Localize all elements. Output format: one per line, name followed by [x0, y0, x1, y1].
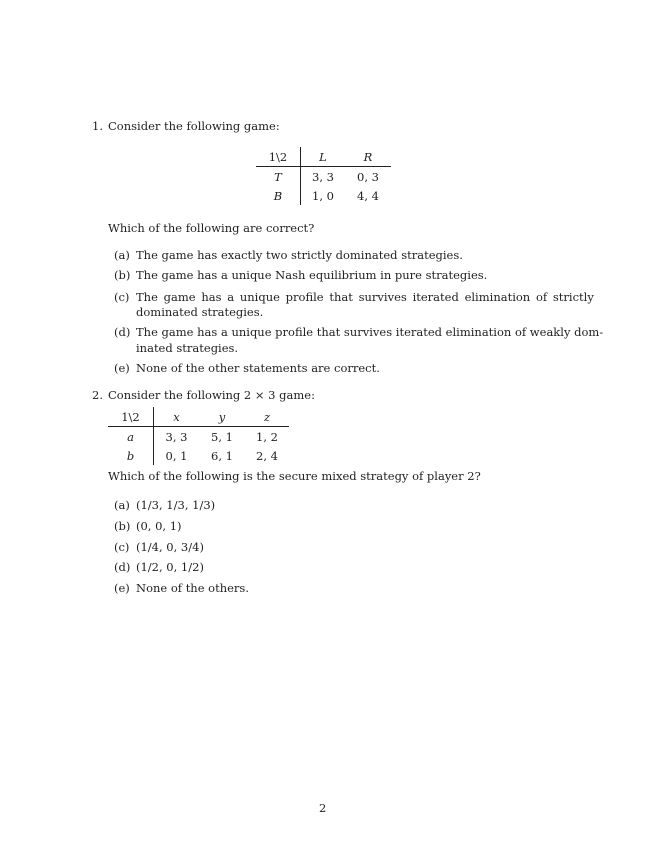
q1-row-label-T: T — [256, 167, 301, 187]
q1-cell-B-L: 1, 0 — [312, 188, 334, 203]
q2-question: Which of the following is the secure mixed strategy of player 2? — [108, 469, 481, 483]
q1-option-e-text: None of the other statements are correct. — [136, 361, 380, 375]
q1-option-c-letter: (c) — [114, 290, 130, 304]
q2-row-label-a: a — [108, 427, 154, 447]
q2-row-label-b: b — [108, 446, 154, 465]
table-row — [256, 186, 391, 205]
q1-col-header-L: L — [301, 147, 346, 167]
q1-option-a-text: The game has exactly two strictly dominated strategies. — [136, 248, 463, 262]
q2-option-c-letter: (c) — [114, 540, 130, 554]
q1-payoff-table — [256, 147, 391, 205]
table-row — [108, 446, 289, 465]
q1-row-label-B: B — [256, 186, 301, 205]
q1-option-b-letter: (b) — [114, 268, 131, 282]
q1-option-b-text: The game has a unique Nash equilibrium in pure strategies. — [136, 268, 488, 282]
q1-question: Which of the following are correct? — [108, 221, 315, 235]
q2-cell-b-z: 2, 4 — [256, 448, 278, 463]
table-row — [108, 427, 289, 447]
q2-table-header-row — [108, 407, 289, 427]
q1-number: 1. — [92, 119, 103, 133]
q1-table-header-row — [256, 147, 391, 167]
q1-option-c-text-line2: dominated strategies. — [136, 305, 264, 319]
q1-cell-T-L: 3, 3 — [312, 169, 334, 184]
q1-col-header-R: R — [345, 147, 391, 167]
q1-option-d-letter: (d) — [114, 325, 131, 339]
q1-option-d-text-line2: inated strategies. — [136, 341, 239, 355]
q2-option-d-text: (1/2, 0, 1/2) — [136, 560, 204, 574]
q2-option-e-text: None of the others. — [136, 581, 249, 595]
q2-option-b-letter: (b) — [114, 519, 131, 533]
q2-prompt: Consider the following 2 × 3 game: — [108, 388, 315, 402]
q2-cell-b-y: 6, 1 — [211, 448, 233, 463]
q2-cell-a-z: 1, 2 — [256, 429, 278, 444]
q2-option-a-letter: (a) — [114, 498, 130, 512]
q2-cell-b-x: 0, 1 — [165, 448, 188, 463]
q2-payoff-table — [108, 407, 289, 465]
q1-cell-B-R: 4, 4 — [357, 188, 379, 203]
q1-table-corner: 1\2 — [256, 147, 301, 167]
q2-table-corner: 1\2 — [108, 407, 154, 427]
q2-option-d-letter: (d) — [114, 560, 131, 574]
q2-option-b-text: (0, 0, 1) — [136, 519, 182, 533]
q1-cell-T-R: 0, 3 — [357, 169, 379, 184]
q2-cell-a-y: 5, 1 — [211, 429, 233, 444]
q1-option-d-text-line1: The game has a unique profile that survives iterated elimination of weakly dom- — [136, 325, 604, 339]
q2-col-header-y: y — [199, 407, 245, 427]
q1-option-a-letter: (a) — [114, 248, 130, 262]
q2-option-a-text: (1/3, 1/3, 1/3) — [136, 498, 216, 512]
q2-col-header-z: z — [245, 407, 289, 427]
q1-option-c-text-line1: The game has a unique profile that survives iterated elimination of strictly — [136, 290, 594, 304]
q2-col-header-x: x — [154, 407, 200, 427]
q2-option-e-letter: (e) — [114, 581, 130, 595]
q2-cell-a-x: 3, 3 — [165, 429, 188, 444]
table-row — [256, 167, 391, 187]
q1-prompt: Consider the following game: — [108, 119, 280, 133]
page-number: 2 — [319, 801, 327, 815]
q2-number: 2. — [92, 388, 103, 402]
q2-option-c-text: (1/4, 0, 3/4) — [136, 540, 204, 554]
q1-option-e-letter: (e) — [114, 361, 130, 375]
